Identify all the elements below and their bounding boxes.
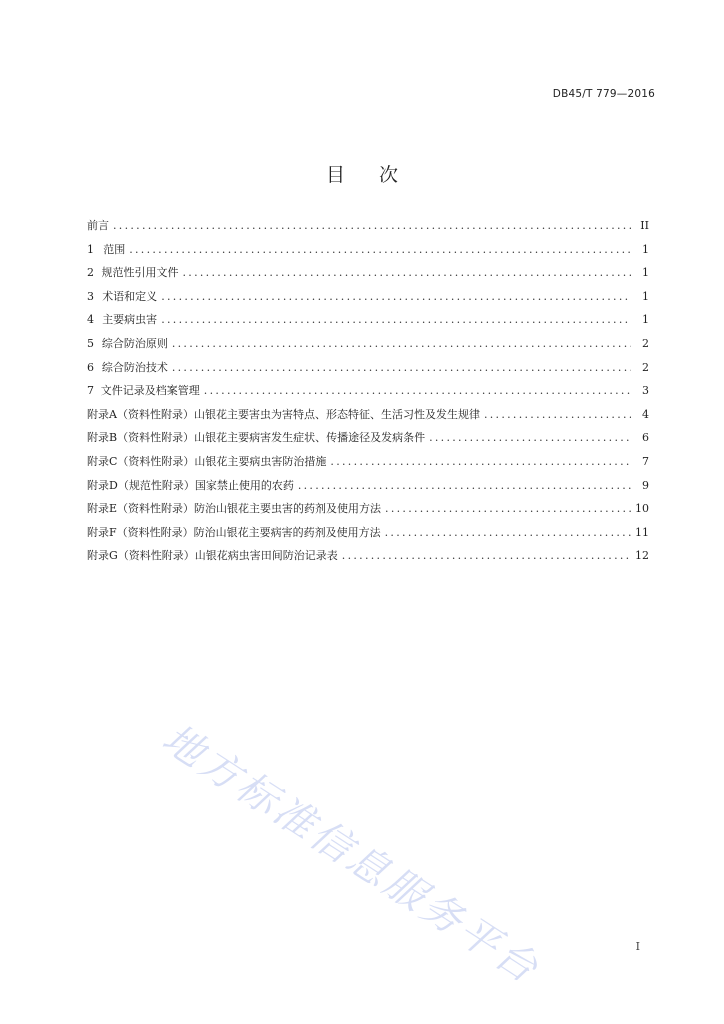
appendix-label: 附录G（资料性附录）: [87, 549, 195, 563]
toc-entry-page: 9: [642, 478, 649, 492]
toc-title-char-2: 次: [379, 164, 399, 186]
toc-entry-page: 12: [635, 549, 649, 563]
toc-entry-page: 4: [642, 407, 649, 421]
appendix-label: 附录E（资料性附录）: [87, 502, 195, 516]
toc-entry-page: 7: [642, 454, 649, 468]
appendix-label: 附录B（资料性附录）: [87, 431, 195, 445]
toc-entry-title: 文件记录及档案管理: [100, 384, 200, 398]
appendix-label: 附录F（资料性附录）: [87, 525, 194, 539]
dot-leader: [172, 356, 631, 380]
toc-entry-page: 1: [642, 266, 649, 280]
toc-entry-number: 4: [87, 313, 94, 327]
toc-entry-page: 3: [642, 384, 649, 398]
toc-entry-page: 1: [642, 313, 649, 327]
dot-leader: [113, 214, 631, 238]
toc-entry-page: 6: [642, 431, 649, 445]
appendix-title: 山银花主要病虫害防治措施: [194, 454, 327, 468]
appendix-title: 防治山银花主要虫害的药剂及使用方法: [194, 502, 382, 516]
toc-entry-1[interactable]: [87, 238, 649, 262]
appendix-label: 附录C（资料性附录）: [87, 454, 195, 468]
appendix-title: 防治山银花主要病害的药剂及使用方法: [193, 525, 381, 539]
toc-entry-7[interactable]: [87, 379, 649, 403]
toc-entry-number: 6: [87, 360, 94, 374]
dot-leader: [385, 497, 631, 521]
toc-appendix-b[interactable]: [87, 426, 649, 450]
dot-leader: [484, 403, 631, 427]
toc-entry-2[interactable]: [87, 261, 649, 285]
toc-entry-page: 10: [635, 502, 649, 516]
toc-entry-foreword[interactable]: [87, 214, 649, 238]
dot-leader: [161, 308, 631, 332]
table-of-contents: [87, 214, 649, 568]
dot-leader: [204, 379, 631, 403]
toc-entry-title: 综合防治技术: [101, 360, 168, 374]
toc-entry-title: 范围: [103, 242, 126, 256]
toc-entry-title: 术语和定义: [102, 289, 158, 303]
toc-entry-page: II: [640, 219, 649, 232]
appendix-title: 山银花主要病害发生症状、传播途径及发病条件: [194, 431, 426, 445]
toc-appendix-a[interactable]: [87, 403, 649, 427]
dot-leader: [429, 426, 631, 450]
toc-appendix-e[interactable]: [87, 497, 649, 521]
toc-entry-page: 1: [642, 242, 649, 256]
toc-appendix-d[interactable]: [87, 474, 649, 498]
appendix-title: 国家禁止使用的农药: [194, 478, 294, 492]
toc-entry-title: 主要病虫害: [102, 313, 158, 327]
toc-entry-4[interactable]: [87, 308, 649, 332]
appendix-title: 山银花病虫害田间防治记录表: [194, 549, 338, 563]
toc-entry-number: 2: [87, 266, 94, 280]
dot-leader: [129, 238, 631, 262]
toc-entry-page: 2: [642, 360, 649, 374]
dot-leader: [298, 474, 631, 498]
page-number: I: [635, 940, 640, 953]
toc-entry-title: 规范性引用文件: [101, 266, 179, 280]
toc-entry-number: 1: [87, 242, 94, 256]
toc-title: [0, 160, 724, 187]
standard-code: DB45/T 779—2016: [552, 88, 655, 100]
toc-appendix-f[interactable]: [87, 521, 649, 545]
dot-leader: [183, 261, 632, 285]
dot-leader: [385, 521, 631, 545]
appendix-label: 附录A（资料性附录）: [87, 407, 194, 421]
toc-title-char-1: 目: [325, 164, 345, 186]
dot-leader: [172, 332, 631, 356]
dot-leader: [342, 544, 631, 568]
toc-appendix-c[interactable]: [87, 450, 649, 474]
toc-entry-5[interactable]: [87, 332, 649, 356]
toc-entry-title: 前言: [87, 219, 109, 232]
toc-entry-number: 3: [87, 289, 94, 303]
toc-entry-page: 11: [635, 525, 649, 539]
toc-appendix-g[interactable]: [87, 544, 649, 568]
dot-leader: [161, 285, 631, 309]
toc-entry-number: 7: [87, 384, 94, 398]
appendix-label: 附录D（规范性附录）: [87, 478, 195, 492]
toc-entry-6[interactable]: [87, 356, 649, 380]
toc-entry-page: 2: [642, 336, 649, 350]
dot-leader: [330, 450, 631, 474]
toc-entry-title: 综合防治原则: [101, 336, 168, 350]
appendix-title: 山银花主要害虫为害特点、形态特征、生活习性及发生规律: [193, 407, 480, 421]
watermark: 地方标准信息服务平台: [154, 715, 549, 994]
toc-entry-number: 5: [87, 336, 94, 350]
toc-entry-page: 1: [642, 289, 649, 303]
toc-entry-3[interactable]: [87, 285, 649, 309]
